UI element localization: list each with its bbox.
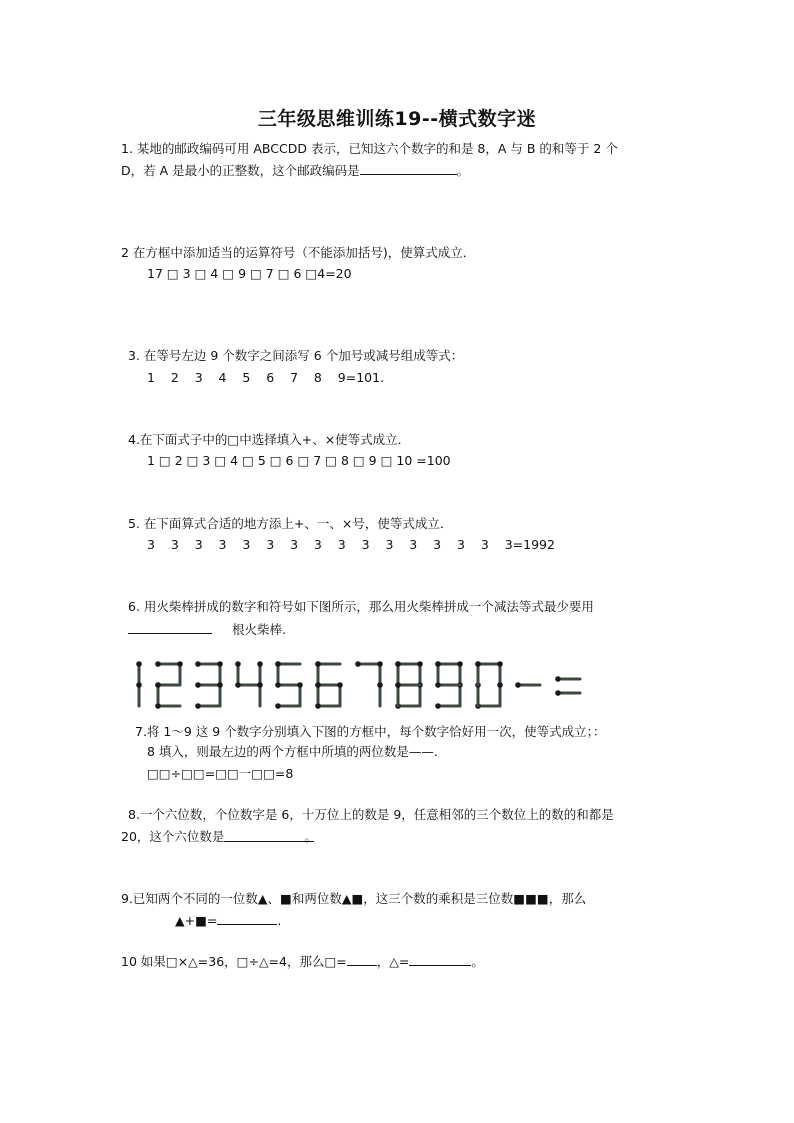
matchstick-symbol-5 — [275, 661, 303, 709]
q1-line2-text: D，若 A 是最小的正整数，这个邮政编码是 — [121, 163, 360, 178]
q2-prompt: 2 在方框中添加适当的运算符号（不能添加括号)，使算式成立． — [121, 245, 476, 260]
q10-text-a: 10 如果□×△=36，□÷△=4，那么□= — [121, 954, 347, 969]
q10-line — [121, 952, 484, 971]
q6-line2 — [128, 620, 286, 639]
q1-answer-blank[interactable] — [360, 161, 457, 175]
matchstick-symbol-equals — [555, 676, 580, 696]
q7-line1: 7.将 1～9 这 9 个数字分别填入下图的方框中，每个数字恰好用一次，使等式成立；： — [135, 724, 606, 739]
q1-line1: 1. 某地的邮政编码可用 ABCCDD 表示，已知这六个数字的和是 8，A 与 B 的和等于 2 个 — [121, 141, 618, 156]
matchstick-figure — [120, 656, 620, 716]
q10-blank-triangle[interactable] — [409, 952, 471, 966]
q7-line2: 8 填入，则最左边的两个方框中所填的两位数是——. — [147, 744, 438, 759]
q5-prompt: 5. 在下面算式合适的地方添上+、一、×号，使等式成立． — [128, 516, 453, 531]
q9-line2 — [175, 911, 281, 930]
q10-blank-square[interactable] — [347, 952, 377, 966]
q1-line2-end: 。 — [456, 163, 470, 178]
q3-formula: 1 2 3 4 5 6 7 8 9=101. — [147, 370, 385, 385]
q8-line2-end: 。 — [304, 829, 317, 844]
q9-answer-blank[interactable] — [217, 911, 277, 925]
matchstick-symbol-6 — [315, 661, 343, 709]
matchstick-symbol-8 — [395, 661, 423, 709]
matchstick-symbol-1 — [136, 661, 142, 706]
matchstick-symbol-2 — [155, 661, 183, 709]
matchstick-symbol-minus — [515, 682, 540, 688]
q9-line2-text: ▲+■= — [175, 913, 218, 928]
q8-answer-blank[interactable] — [224, 828, 317, 844]
matchstick-symbol-3 — [195, 661, 223, 709]
matchstick-symbol-7 — [355, 661, 383, 706]
q8-line2 — [121, 828, 317, 846]
q4-formula: 1 □ 2 □ 3 □ 4 □ 5 □ 6 □ 7 □ 8 □ 9 □ 10 =100 — [147, 453, 451, 468]
q1-line2 — [121, 161, 469, 180]
q8-line2-text: 20，这个六位数是 — [121, 829, 225, 844]
q4-prompt: 4.在下面式子中的□中选择填入+、×使等式成立． — [128, 432, 411, 447]
matchstick-symbol-9 — [435, 661, 463, 709]
q7-formula: □□÷□□=□□一□□=8 — [147, 766, 294, 781]
q6-answer-blank[interactable] — [128, 620, 212, 634]
q3-prompt: 3. 在等号左边 9 个数字之间添写 6 个加号或减号组成等式： — [128, 348, 464, 363]
q6-line1: 6. 用火柴棒拼成的数字和符号如下图所示，那么用火柴棒拼成一个减法等式最少要用 — [128, 599, 594, 614]
q2-formula: 17 □ 3 □ 4 □ 9 □ 7 □ 6 □4=20 — [147, 266, 352, 281]
q8-line1: 8.一个六位数，个位数字是 6，十万位上的数是 9，任意相邻的三个数位上的数的和都是 — [128, 807, 614, 822]
matchstick-symbol-0 — [475, 661, 503, 709]
q5-formula: 3 3 3 3 3 3 3 3 3 3 3 3 3 3 3 3=1992 — [147, 537, 555, 552]
q6-line2-text: 根火柴棒. — [232, 622, 286, 637]
q9-line2-end: . — [277, 913, 282, 928]
page-title: 三年级思维训练19--横式数字迷 — [257, 108, 537, 130]
q10-text-b: ，△= — [376, 954, 410, 969]
q10-text-c: 。 — [471, 954, 484, 969]
matchstick-symbol-4 — [235, 661, 263, 706]
q9-line1: 9.已知两个不同的一位数▲、■和两位数▲■，这三个数的乘积是三位数■■■，那么 — [121, 891, 587, 906]
